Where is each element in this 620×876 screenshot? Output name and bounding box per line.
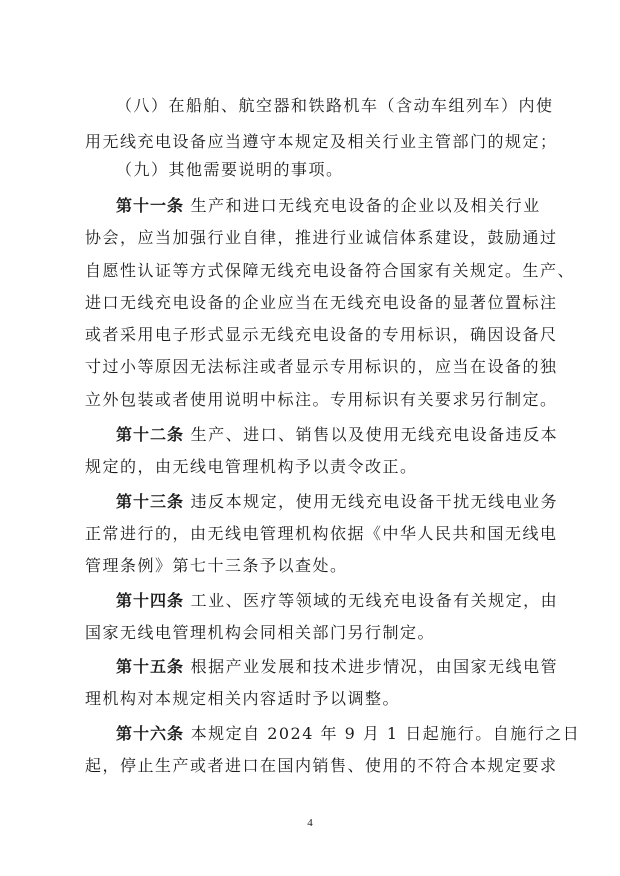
text-line: （八）在船舶、航空器和铁路机车（含动车组列车）内使 xyxy=(116,96,554,115)
text-line: 正常进行的，由无线电管理机构依据《中华人民共和国无线电 xyxy=(85,524,558,543)
text-line: 或者采用电子形式显示无线充电设备的专用标识，确因设备尺 xyxy=(85,325,558,344)
text-line: 协会，应当加强行业自律，推进行业诚信体系建设，鼓励通过 xyxy=(85,228,558,247)
text-line: （九）其他需要说明的事项。 xyxy=(116,160,344,179)
text-line: 起，停止生产或者进口在国内销售、使用的不符合本规定要求 xyxy=(85,756,558,775)
article-heading: 第十四条 xyxy=(116,591,185,610)
article-12-line: 第十二条 生产、进口、销售以及使用无线充电设备违反本 xyxy=(116,425,559,444)
text-line: 寸过小等原因无法标注或者显示专用标识的，应当在设备的独 xyxy=(85,357,558,376)
text-line: 立外包装或者使用说明中标注。专用标识有关要求另行制定。 xyxy=(85,390,558,409)
article-heading: 第十一条 xyxy=(116,196,185,215)
text-line: 规定的，由无线电管理机构予以责令改正。 xyxy=(85,457,418,476)
article-13-line: 第十三条 违反本规定，使用无线充电设备干扰无线电业务 xyxy=(116,492,559,511)
text-line: 管理条例》第七十三条予以查处。 xyxy=(85,556,348,575)
text-line: 自愿性认证等方式保障无线充电设备符合国家有关规定。生产、 xyxy=(85,261,576,280)
text-line: 理机构对本规定相关内容适时予以调整。 xyxy=(85,689,401,708)
text-line: 用无线充电设备应当遵守本规定及相关行业主管部门的规定； xyxy=(85,132,558,151)
article-11-line: 第十一条 生产和进口无线充电设备的企业以及相关行业 xyxy=(116,196,541,215)
article-heading: 第十三条 xyxy=(116,492,185,511)
text-line: 进口无线充电设备的企业应当在无线充电设备的显著位置标注 xyxy=(85,293,558,312)
article-heading: 第十二条 xyxy=(116,425,185,444)
article-15-line: 第十五条 根据产业发展和技术进步情况，由国家无线电管 xyxy=(116,657,559,676)
article-16-line: 第十六条 本规定自 2024 年 9 月 1 日起施行。自施行之日 xyxy=(116,724,581,743)
article-14-line: 第十四条 工业、医疗等领域的无线充电设备有关规定，由 xyxy=(116,591,559,610)
text-line: 国家无线电管理机构会同相关部门另行制定。 xyxy=(85,623,436,642)
article-heading: 第十五条 xyxy=(116,657,185,676)
page-number: 4 xyxy=(307,817,313,829)
article-heading: 第十六条 xyxy=(116,724,185,743)
